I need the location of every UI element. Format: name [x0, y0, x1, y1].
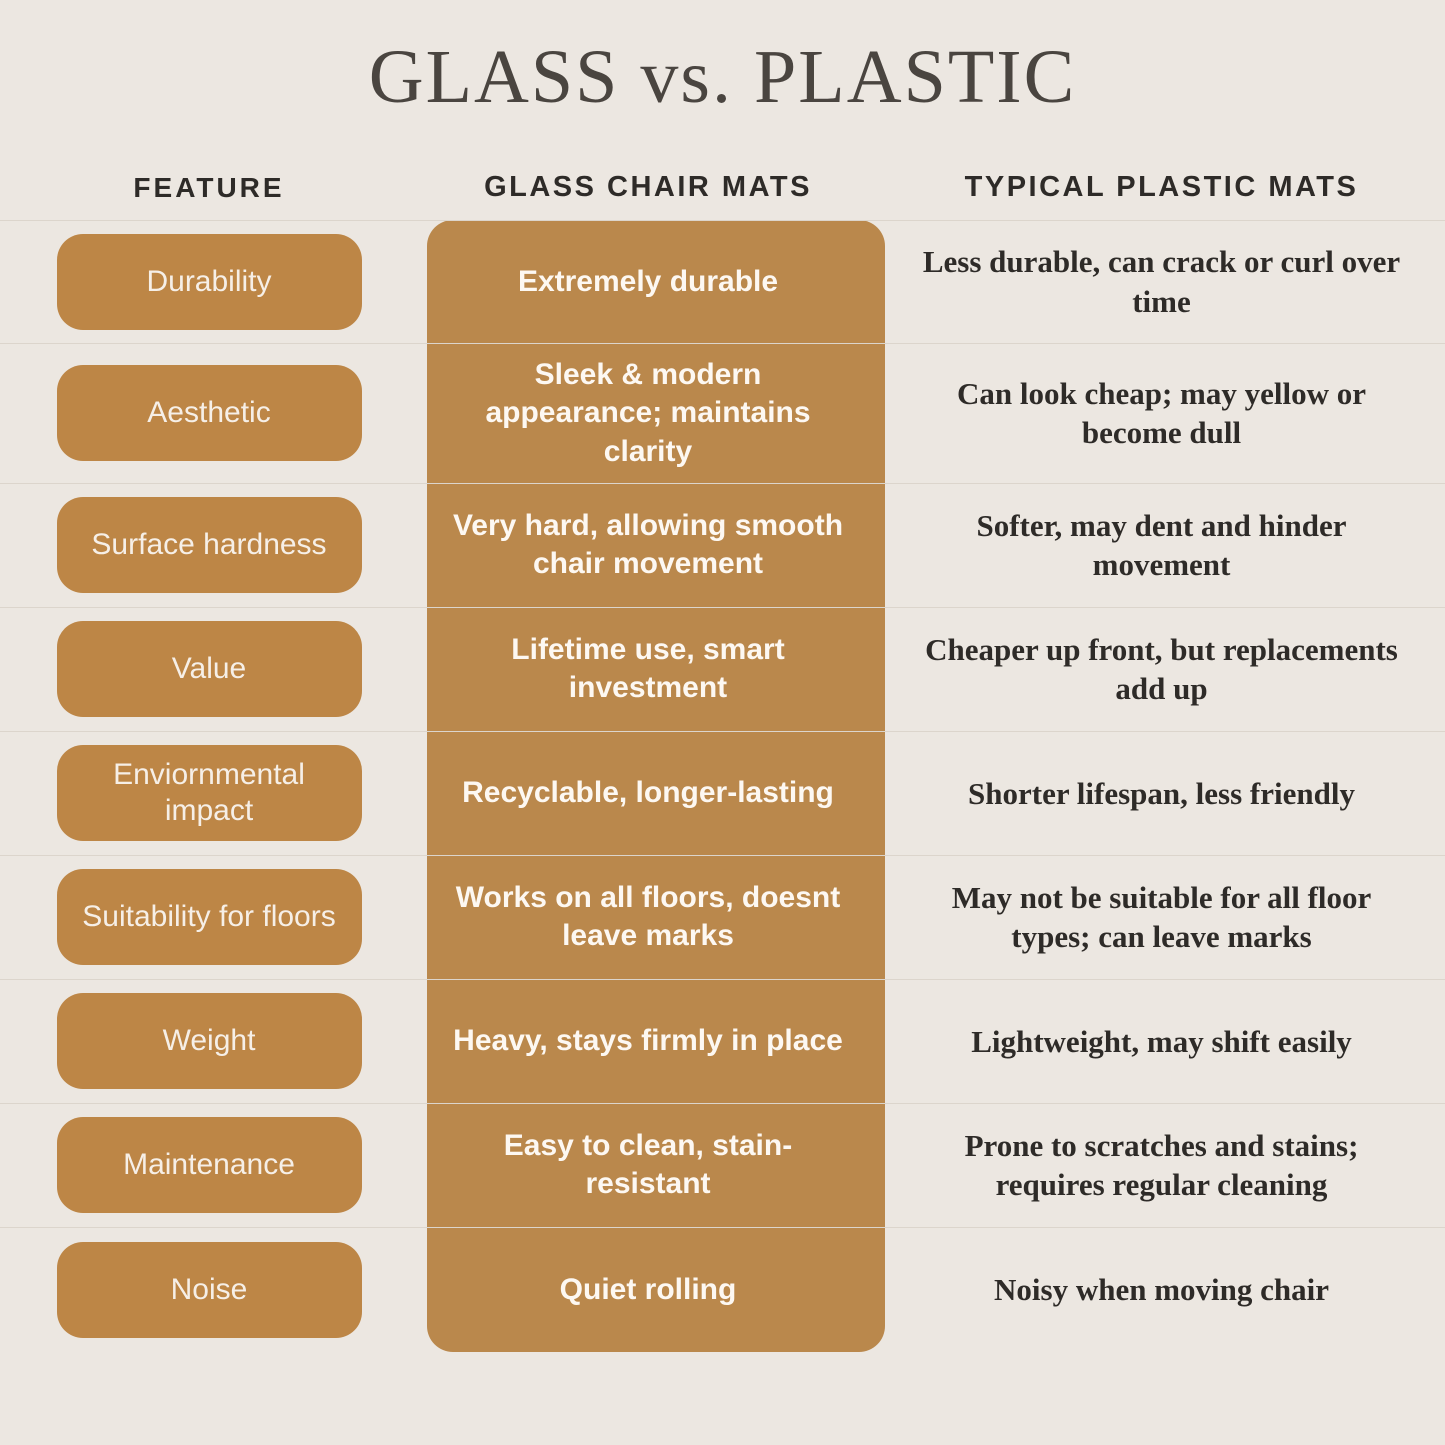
- feature-cell: [0, 344, 418, 483]
- feature-cell: [0, 980, 418, 1103]
- plastic-cell: Softer, may dent and hinder movement: [976, 507, 1347, 583]
- plastic-cell: Can look cheap; may yellow or become dull: [956, 375, 1366, 451]
- table-row: [0, 1104, 1445, 1228]
- feature-cell: [0, 484, 418, 607]
- glass-cell: Quiet rolling: [559, 1272, 737, 1306]
- plastic-cell: Noisy when moving chair: [994, 1272, 1329, 1308]
- table-row: [0, 856, 1445, 980]
- glass-cell: Heavy, stays firmly in place: [453, 1024, 843, 1058]
- table-row: [0, 220, 1445, 344]
- feature-pill: Durability: [57, 234, 362, 330]
- plastic-cell: Lightweight, may shift easily: [971, 1023, 1352, 1059]
- column-header-feature: FEATURE: [133, 171, 285, 203]
- table-row: [0, 980, 1445, 1104]
- feature-pill: Weight: [57, 993, 362, 1089]
- feature-cell: [0, 1104, 418, 1227]
- glass-cell: Very hard, allowing smooth chair movement: [452, 509, 844, 581]
- table-header: [0, 118, 1445, 204]
- feature-cell: [0, 221, 418, 343]
- plastic-cell: Shorter lifespan, less friendly: [968, 775, 1355, 811]
- plastic-cell: Less durable, can crack or curl over time: [922, 244, 1401, 319]
- plastic-cell: May not be suitable for all floor types; can leave marks: [951, 879, 1372, 955]
- feature-pill: Maintenance: [57, 1117, 362, 1213]
- glass-cell: Works on all floors, doesnt leave marks: [455, 881, 841, 953]
- feature-pill: Value: [57, 621, 362, 717]
- table-row: [0, 1228, 1445, 1352]
- table-row: [0, 344, 1445, 484]
- comparison-table: [0, 220, 1445, 1352]
- glass-cell: Easy to clean, stain-resistant: [503, 1129, 793, 1201]
- table-rows: [0, 220, 1445, 1352]
- glass-cell: Sleek & modern appearance; maintains clarity: [485, 357, 811, 468]
- feature-cell: [0, 608, 418, 731]
- column-header-plastic: TYPICAL PLASTIC MATS: [964, 170, 1359, 203]
- plastic-cell: Prone to scratches and stains; requires regular cleaning: [964, 1127, 1359, 1203]
- table-row: [0, 608, 1445, 732]
- column-header-glass: GLASS CHAIR MATS: [484, 170, 812, 203]
- table-row: [0, 484, 1445, 608]
- feature-pill: Surface hardness: [57, 497, 362, 593]
- feature-cell: [0, 856, 418, 979]
- glass-cell: Extremely durable: [517, 264, 779, 298]
- page-title: GLASS vs. PLASTIC: [368, 35, 1077, 119]
- feature-cell: [0, 1228, 418, 1352]
- feature-pill: Aesthetic: [57, 365, 362, 461]
- feature-pill: Enviornmental impact: [57, 745, 362, 841]
- glass-cell: Recyclable, longer-lasting: [462, 776, 834, 810]
- feature-cell: [0, 732, 418, 855]
- feature-pill: Noise: [57, 1242, 362, 1338]
- plastic-cell: Cheaper up front, but replacements add up: [925, 631, 1398, 707]
- table-row: [0, 732, 1445, 856]
- feature-pill: Suitability for floors: [57, 869, 362, 965]
- glass-cell: Lifetime use, smart investment: [511, 633, 785, 705]
